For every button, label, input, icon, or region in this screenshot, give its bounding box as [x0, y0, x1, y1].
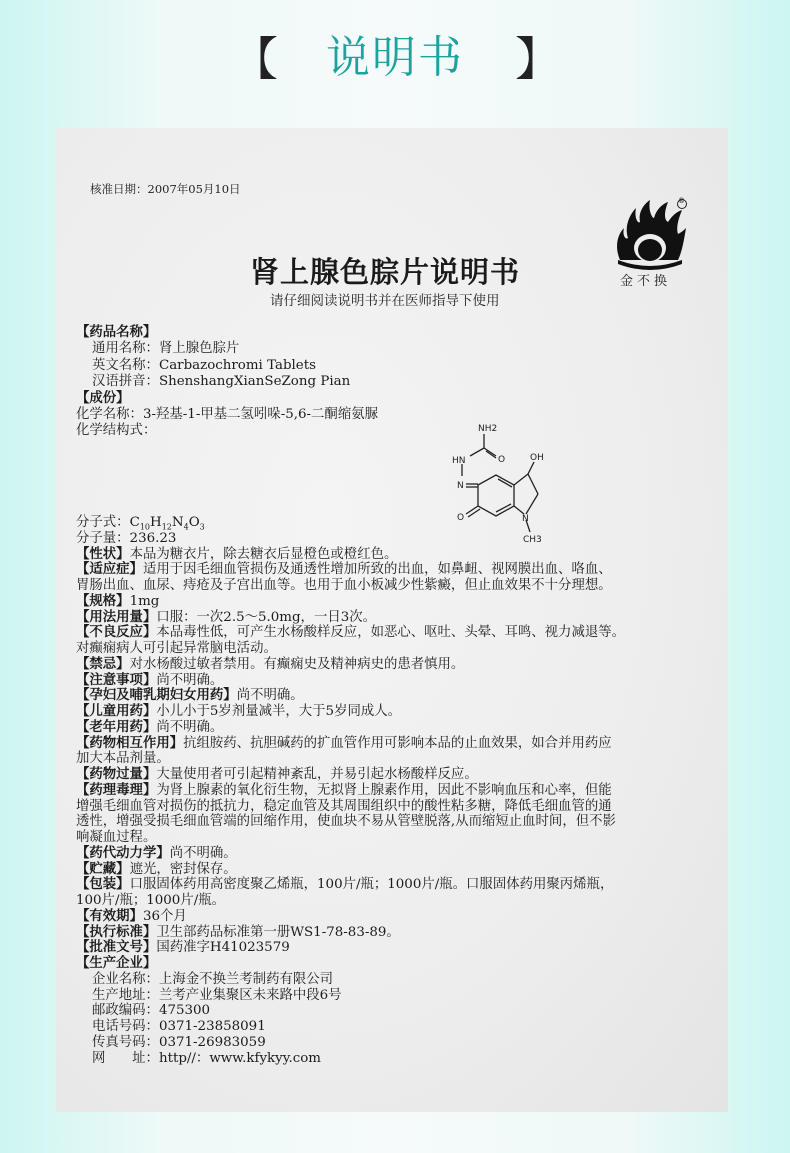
- formula-o-count: 3: [199, 522, 205, 532]
- section-label: 【成份】: [76, 389, 130, 406]
- leaflet-line: [76, 972, 716, 988]
- leaflet-line: [76, 688, 716, 704]
- section-text: 国药准字H41023579: [156, 940, 290, 956]
- leaflet-line: [76, 578, 716, 594]
- section-text: 传真号码：0371-26983059: [92, 1034, 266, 1050]
- section-label: 【禁忌】: [76, 655, 130, 672]
- leaflet-line: [76, 783, 716, 799]
- section-label: 【药理毒理】: [76, 781, 157, 798]
- leaflet-line: [76, 846, 716, 862]
- leaflet-line: [76, 988, 716, 1004]
- label-o2: O: [457, 513, 465, 523]
- section-label: 【药品名称】: [76, 324, 157, 340]
- leaflet-line: [76, 531, 716, 547]
- section-text: 分子量：236.23: [76, 530, 177, 546]
- formula-h-count: 12: [161, 522, 172, 532]
- leaflet-line: [76, 1019, 716, 1035]
- leaflet-line: [76, 594, 716, 610]
- leaflet-line: [76, 909, 716, 925]
- leaflet-line: [76, 1003, 716, 1019]
- section-text: 邮政编码：475300: [92, 1003, 211, 1019]
- section-text: 1mg: [129, 593, 160, 609]
- leaflet-line: [76, 862, 716, 878]
- leaflet-line: [76, 704, 716, 720]
- molecular-formula: [76, 515, 716, 531]
- section-text: 36个月: [142, 908, 187, 924]
- formula-label: 分子式：: [76, 515, 130, 530]
- leaflet-line: [76, 877, 716, 893]
- section-text: 加大本品剂量。: [76, 751, 170, 767]
- section-label: 【用法用量】: [76, 608, 157, 625]
- formula-n: N: [171, 515, 184, 530]
- leaflet-line: [76, 956, 716, 972]
- section-text: 生产地址：兰考产业集聚区未来路中段6号: [92, 987, 342, 1003]
- section-text: 尚不明确。: [236, 688, 304, 704]
- section-text: 汉语拼音：ShenshangXianSeZong Pian: [92, 374, 351, 390]
- leaflet-line: [76, 625, 716, 641]
- leaflet-line: [76, 373, 716, 389]
- label-n2: N: [522, 514, 529, 524]
- section-text: 对水杨酸过敏者禁用。有癫痫史及精神病史的患者慎用。: [129, 656, 465, 672]
- page-header: [0, 28, 790, 92]
- instruction-leaflet: [56, 128, 728, 1112]
- left-bracket: 【: [232, 32, 278, 86]
- leaflet-line: [76, 1035, 716, 1051]
- section-label: 【包装】: [76, 876, 130, 893]
- section-label: 【孕妇及哺乳期妇女用药】: [76, 687, 237, 704]
- leaflet-line: [76, 736, 716, 752]
- leaflet-line: [76, 767, 716, 783]
- label-o1: O: [498, 455, 506, 465]
- leaflet-line: [76, 1051, 716, 1067]
- right-bracket: 】: [515, 32, 561, 86]
- section-label: 【不良反应】: [76, 624, 157, 641]
- section-text: 口服固体药用高密度聚乙烯瓶，100片/瓶；1000片/瓶。口服固体药用聚丙烯瓶，: [129, 877, 614, 893]
- section-label: 【药代动力学】: [76, 844, 170, 861]
- approval-date: 核准日期：2007年05月10日: [90, 182, 241, 196]
- section-text: 100片/瓶；1000片/瓶。: [76, 893, 226, 908]
- section-text: 对癫痫病人可引起异常脑电活动。: [76, 641, 277, 656]
- label-hn: HN: [452, 456, 466, 466]
- section-text: 网 址：http//：www.kfykyy.com: [92, 1050, 321, 1066]
- section-text: 胃肠出血、血尿、痔疮及子宫出血等。也用于血小板减少性紫癜，但止血效果不十分理想。: [76, 578, 612, 593]
- section-bottom: [76, 515, 716, 1066]
- section-text: 口服：一次2.5～5.0mg，一日3次。: [156, 609, 377, 625]
- leaflet-line: [76, 751, 716, 767]
- label-nh2: NH2: [478, 424, 498, 434]
- formula-c-count: 10: [139, 522, 150, 532]
- page-title: 说明书: [326, 32, 464, 83]
- section-text: 企业名称：上海金不换兰考制药有限公司: [92, 971, 334, 987]
- section-text: 本品为糖衣片，除去糖衣后显橙色或橙红色。: [129, 546, 398, 562]
- leaflet-line: [76, 357, 716, 373]
- section-text: 尚不明确。: [169, 845, 237, 861]
- leaflet-line: [76, 641, 716, 657]
- section-text: 大量使用者可引起精神紊乱，并易引起水杨酸样反应。: [156, 767, 478, 782]
- formula-h: H: [150, 515, 162, 530]
- brand-logo: [612, 198, 688, 288]
- section-text: 化学名称：3-羟基-1-甲基二氢吲哚-5,6-二酮缩氨脲: [76, 406, 378, 422]
- leaflet-line: [76, 406, 716, 422]
- leaflet-line: [76, 799, 716, 815]
- section-text: 透性，增强受损毛细血管端的回缩作用，使血块不易从管壁脱落,从而缩短止血时间，但不影: [76, 814, 616, 830]
- leaflet-line: [76, 422, 716, 438]
- section-text: 响凝血过程。: [76, 830, 157, 845]
- leaflet-line: [76, 562, 716, 578]
- section-label: 【有效期】: [76, 907, 143, 924]
- section-text: 尚不明确。: [156, 672, 224, 688]
- section-label: 【性状】: [76, 545, 130, 562]
- leaflet-line: [76, 340, 716, 356]
- section-label: 【贮藏】: [76, 860, 130, 877]
- section-label: 【儿童用药】: [76, 703, 157, 719]
- formula-c: C: [129, 515, 140, 530]
- logo-text: 金不换: [620, 274, 672, 289]
- leaflet-line: [76, 547, 716, 563]
- section-label: 【药物相互作用】: [76, 734, 184, 751]
- section-text: 适用于因毛细血管损伤及通透性增加所致的出血，如鼻衄、视网膜出血、咯血、: [142, 562, 612, 578]
- formula-o: O: [188, 515, 200, 530]
- section-text: 化学结构式：: [76, 423, 157, 439]
- label-oh: OH: [530, 453, 544, 463]
- section-text: 英文名称：Carbazochromi Tablets: [92, 357, 316, 373]
- leaflet-line: [76, 610, 716, 626]
- section-text: 增强毛细血管对损伤的抵抗力，稳定血管及其周围组织中的酸性粘多糖，降低毛细血管的通: [76, 798, 612, 814]
- section-top: [76, 324, 716, 439]
- document-subtitle: 请仔细阅读说明书并在医师指导下使用: [270, 293, 500, 309]
- document-title: 肾上腺色腙片说明书: [250, 255, 521, 289]
- leaflet-line: [76, 324, 716, 340]
- leaflet-line: [76, 940, 716, 956]
- section-label: 【规格】: [76, 592, 130, 609]
- section-text: 小儿小于5岁剂量减半，大于5岁同成人。: [156, 704, 402, 719]
- leaflet-line: [76, 814, 716, 830]
- leaflet-line: [76, 657, 716, 673]
- leaflet-line: [76, 893, 716, 909]
- leaflet-line: [76, 390, 716, 406]
- section-text: 卫生部药品标准第一册WS1-78-83-89。: [156, 924, 400, 940]
- section-text: 抗组胺药、抗胆碱药的扩血管作用可影响本品的止血效果，如合并用药应: [183, 735, 612, 751]
- section-label: 【执行标准】: [76, 923, 157, 940]
- leaflet-line: [76, 673, 716, 689]
- section-text: 为肾上腺素的氧化衍生物，无拟肾上腺素作用，因此不影响血压和心率，但能: [156, 782, 612, 798]
- leaflet-line: [76, 830, 716, 846]
- section-label: 【生产企业】: [76, 955, 157, 971]
- leaflet-line: [76, 925, 716, 941]
- section-label: 【老年用药】: [76, 718, 157, 735]
- section-text: 尚不明确。: [156, 719, 224, 735]
- label-ch3: CH3: [523, 535, 542, 545]
- section-text: 遮光，密封保存。: [129, 861, 237, 877]
- section-label: 【适应症】: [76, 561, 143, 578]
- formula-n-count: 4: [183, 522, 189, 532]
- section-text: 本品毒性低，可产生水杨酸样反应，如恶心、呕吐、头晕、耳鸣、视力减退等。: [156, 625, 626, 641]
- label-n1: N: [457, 481, 464, 491]
- section-label: 【注意事项】: [76, 671, 157, 688]
- section-label: 【药物过量】: [76, 766, 157, 782]
- section-text: 电话号码：0371-23858091: [92, 1019, 266, 1034]
- leaflet-line: [76, 720, 716, 736]
- section-text: 通用名称：肾上腺色腙片: [92, 341, 240, 357]
- logo-registered-mark: ®: [678, 197, 685, 205]
- section-label: 【批准文号】: [76, 939, 157, 956]
